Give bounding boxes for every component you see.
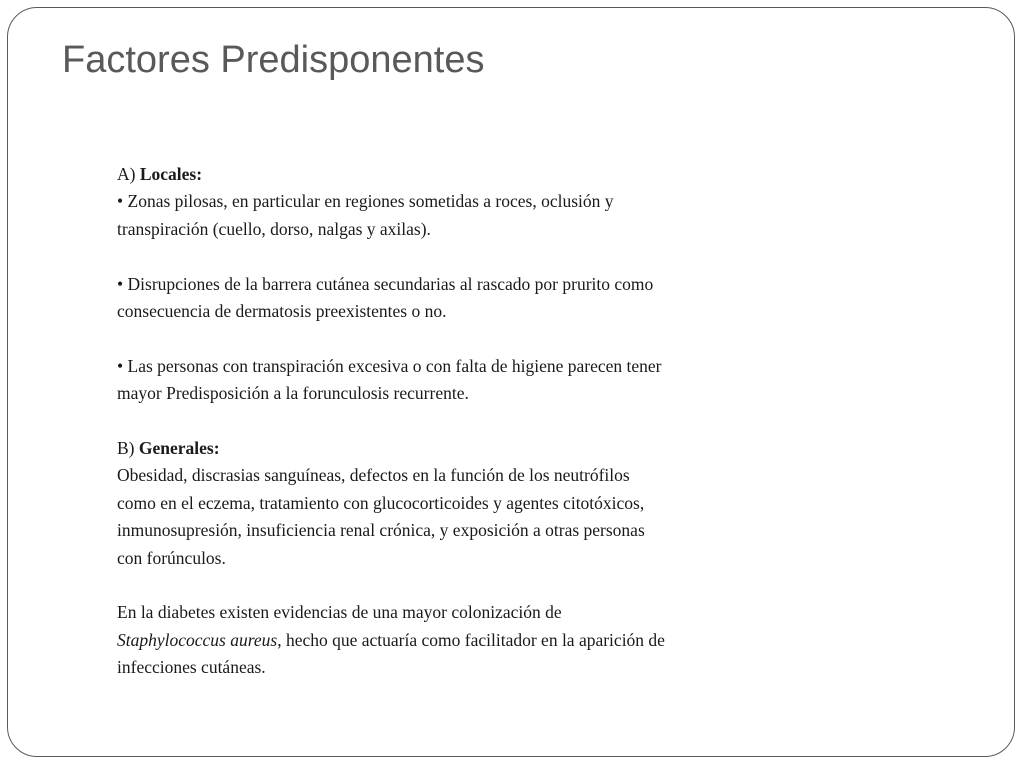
diabetes-line: infecciones cutáneas. bbox=[117, 657, 266, 678]
bullet-marker: • bbox=[117, 191, 124, 212]
bullet-text: Zonas pilosas, en particular en regiones sometidas a roces, oclusión y bbox=[127, 191, 614, 212]
bullet-text: Disrupciones de la barrera cutánea secundarias al rascado por prurito como bbox=[127, 273, 654, 294]
slide-body bbox=[117, 161, 777, 682]
section-b-line: como en el eczema, tratamiento con glucocorticoides y agentes citotóxicos, bbox=[117, 492, 645, 513]
section-a-title: Locales: bbox=[139, 164, 203, 184]
paragraph-gap bbox=[117, 325, 777, 352]
bullet-text-continued: transpiración (cuello, dorso, nalgas y axilas). bbox=[117, 218, 431, 239]
bullet-item bbox=[117, 188, 777, 215]
diabetes-line: En la diabetes existen evidencias de una mayor colonización de bbox=[117, 602, 562, 623]
bullet-text-continued: consecuencia de dermatosis preexistentes o no. bbox=[117, 301, 447, 322]
bullet-marker: • bbox=[117, 355, 124, 376]
paragraph-gap bbox=[117, 408, 777, 435]
paragraph-gap bbox=[117, 243, 777, 270]
section-a-prefix: A) bbox=[117, 164, 140, 184]
bullet-item bbox=[117, 353, 777, 380]
section-a-heading bbox=[117, 161, 777, 188]
bullet-text-continued: mayor Predisposición a la forunculosis recurrente. bbox=[117, 383, 469, 404]
bullet-text: Las personas con transpiración excesiva o con falta de higiene parecen tener bbox=[127, 355, 662, 376]
bullet-item bbox=[117, 271, 777, 298]
section-b-line: inmunosupresión, insuficiencia renal crónica, y exposición a otras personas bbox=[117, 520, 645, 541]
section-b-line: con forúnculos. bbox=[117, 547, 226, 568]
diabetes-line bbox=[117, 627, 777, 654]
section-b-prefix: B) bbox=[117, 438, 139, 459]
section-b-line: Obesidad, discrasias sanguíneas, defectos en la función de los neutrófilos bbox=[117, 465, 630, 486]
section-b-heading bbox=[117, 435, 777, 462]
bullet-marker: • bbox=[117, 273, 124, 294]
section-b-title: Generales: bbox=[138, 438, 220, 459]
paragraph-gap bbox=[117, 572, 777, 599]
organism-name: Staphylococcus aureus bbox=[117, 629, 278, 650]
diabetes-line-rest: , hecho que actuaría como facilitador en la aparición de bbox=[277, 629, 665, 650]
slide-title: Factores Predisponentes bbox=[62, 39, 485, 81]
